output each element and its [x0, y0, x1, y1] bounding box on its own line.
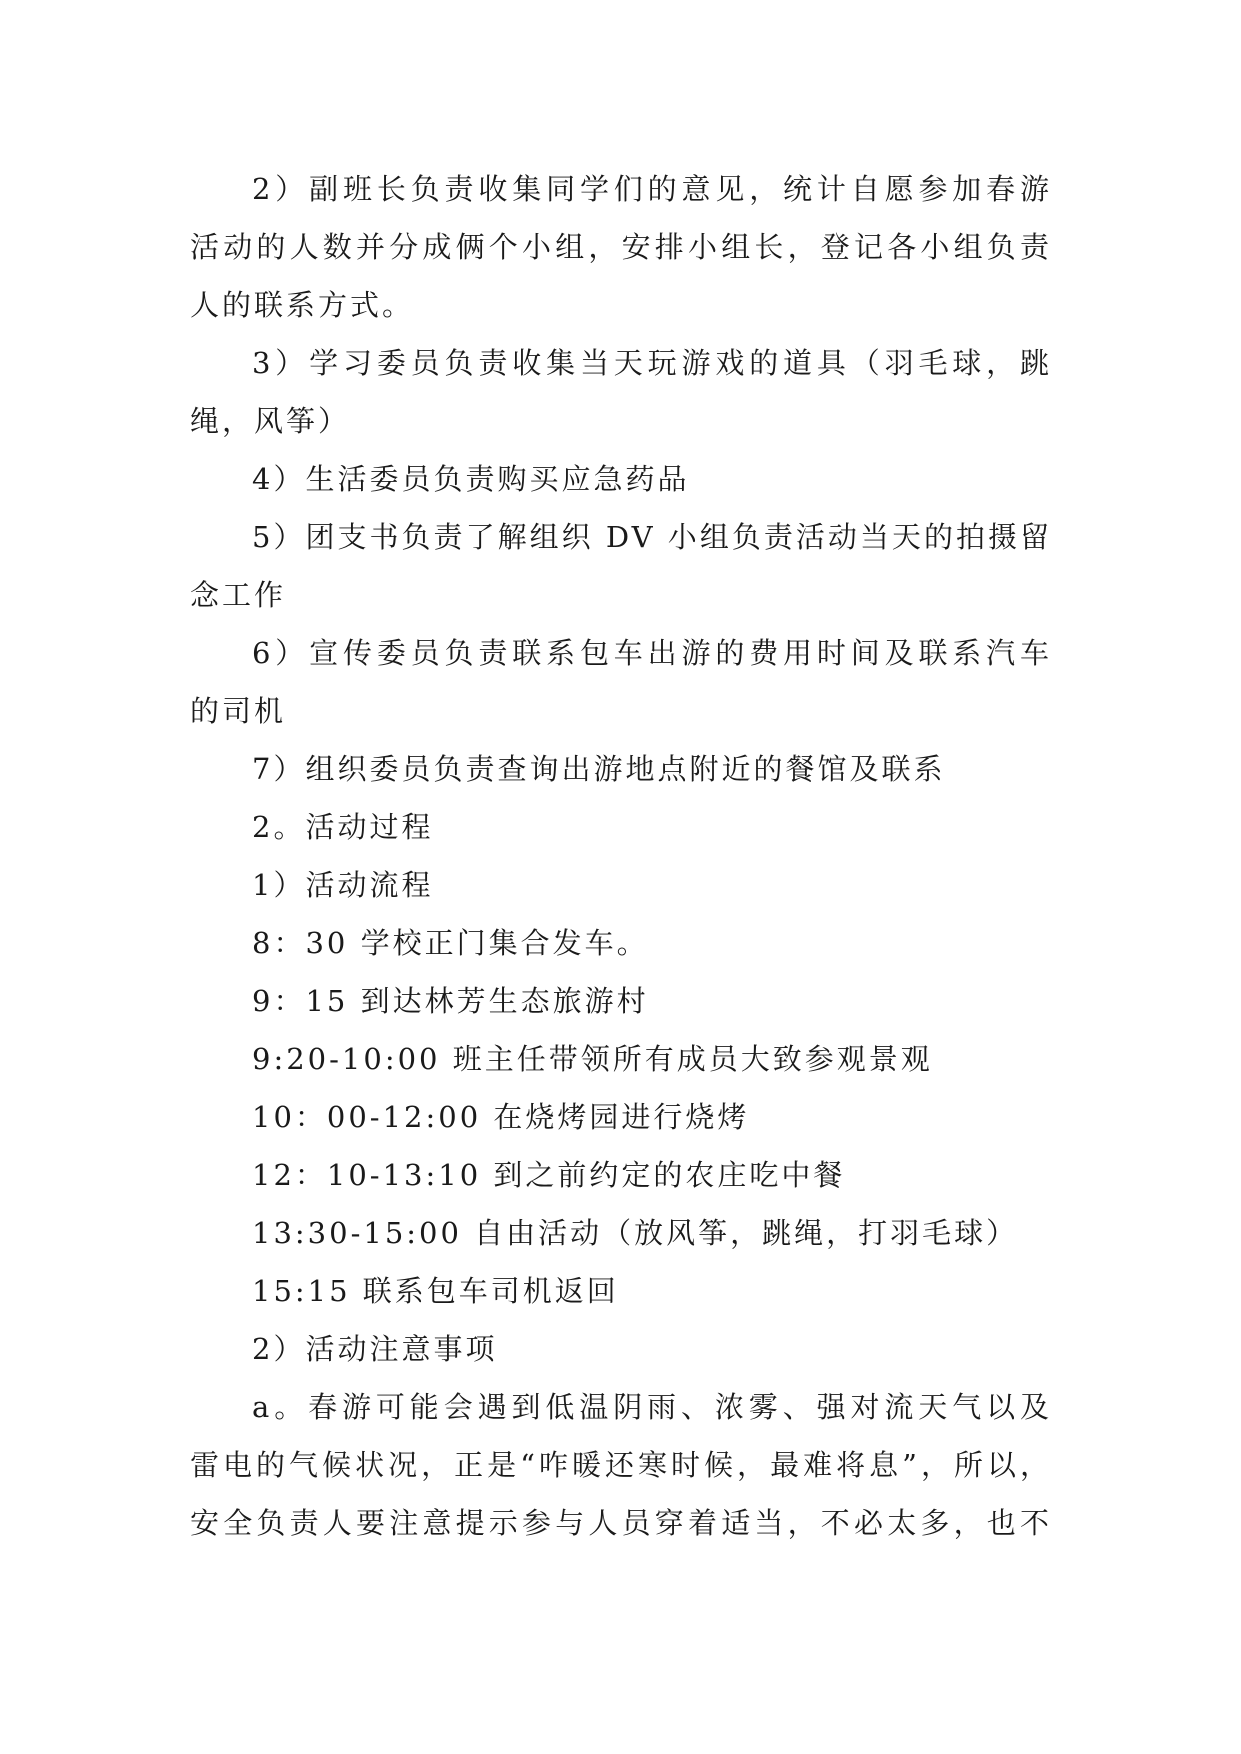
- schedule-item: 9:20-10:00 班主任带领所有成员大致参观景观: [252, 1042, 933, 1076]
- schedule-item: 9：15 到达林芳生态旅游村: [252, 984, 649, 1018]
- paragraph-line: 安全负责人要注意提示参与人员穿着适当，不必太多，也不: [190, 1506, 1052, 1540]
- section-heading: 2。活动过程: [252, 810, 434, 844]
- paragraph-line: 7）组织委员负责查询出游地点附近的餐馆及联系: [252, 752, 946, 786]
- subsection-heading: 2）活动注意事项: [252, 1332, 498, 1366]
- paragraph-line: 雷电的气候状况，正是“咋暖还寒时候，最难将息”，所以，: [190, 1448, 1052, 1482]
- paragraph-line: 绳，风筝）: [190, 404, 351, 438]
- paragraph-line: 4）生活委员负责购买应急药品: [252, 462, 690, 496]
- paragraph-line: 活动的人数并分成俩个小组，安排小组长，登记各小组负责: [190, 230, 1052, 264]
- paragraph-line: a。春游可能会遇到低温阴雨、浓雾、强对流天气以及: [252, 1390, 1052, 1424]
- paragraph-line: 人的联系方式。: [190, 288, 415, 322]
- schedule-item: 8：30 学校正门集合发车。: [252, 926, 649, 960]
- paragraph-line: 3）学习委员负责收集当天玩游戏的道具（羽毛球，跳: [252, 346, 1052, 380]
- paragraph-line: 2）副班长负责收集同学们的意见，统计自愿参加春游: [252, 172, 1052, 206]
- paragraph-line: 6）宣传委员负责联系包车出游的费用时间及联系汽车: [252, 636, 1052, 670]
- schedule-item: 10：00-12:00 在烧烤园进行烧烤: [252, 1100, 750, 1134]
- subsection-heading: 1）活动流程: [252, 868, 434, 902]
- paragraph-line: 5）团支书负责了解组织 DV 小组负责活动当天的拍摄留: [252, 520, 1052, 554]
- schedule-item: 12：10-13:10 到之前约定的农庄吃中餐: [252, 1158, 846, 1192]
- paragraph-line: 的司机: [190, 694, 287, 728]
- document-body: [190, 160, 1052, 1552]
- paragraph-line: 念工作: [190, 578, 287, 612]
- schedule-item: 15:15 联系包车司机返回: [252, 1274, 619, 1308]
- schedule-item: 13:30-15:00 自由活动（放风筝，跳绳，打羽毛球）: [252, 1216, 1019, 1250]
